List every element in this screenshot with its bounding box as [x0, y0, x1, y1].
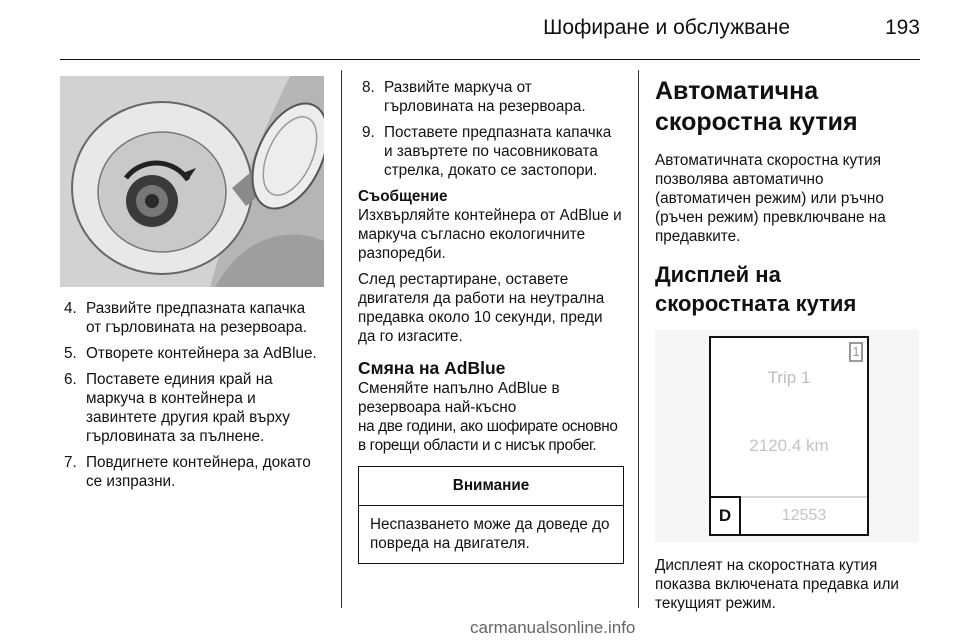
list-item — [358, 78, 624, 116]
change-paragraph-line1: Сменяйте напълно AdBlue в резервоара най-късно — [358, 380, 560, 416]
steps-list-1 — [60, 299, 324, 491]
section-title: Автоматична скоростна кутия — [655, 77, 858, 136]
step-number: 9. — [362, 124, 375, 141]
header-rule — [60, 59, 920, 60]
column-divider-left — [341, 70, 342, 608]
gear-indicator: D — [711, 496, 741, 534]
display-frame — [709, 336, 869, 536]
note-heading: Съобщение — [358, 188, 448, 205]
trip-value: 2120.4 km — [749, 436, 829, 455]
restart-paragraph: След рестартиране, оставете двигателя да работи на неутрална предавка около 10 секунди, преди да го изгасите. — [358, 271, 605, 345]
step-text: Развийте предпазната капачка от гърловината на резервоара. — [86, 300, 308, 336]
change-paragraph-line2: на две години, ако шофирате основно в горещи области и с нисък пробег. — [358, 418, 618, 454]
list-item — [358, 123, 624, 180]
warning-title: Внимание — [359, 467, 623, 506]
step-number: 8. — [362, 79, 375, 96]
trip-label: Trip 1 — [767, 368, 811, 387]
step-text: Развийте маркуча от гърловината на резервоара. — [384, 79, 586, 115]
list-item — [60, 453, 324, 491]
column-divider-right — [638, 70, 639, 608]
header-title: Шофиране и обслужване — [543, 16, 790, 39]
section-subheading: Смяна на AdBlue — [358, 358, 506, 378]
step-text: Повдигнете контейнера, докато се изпразни. — [86, 454, 311, 490]
fuel-filler-photo — [60, 76, 324, 287]
note-text: Изхвърляйте контейнера от AdBlue и маркуча съгласно екологичните разпоредби. — [358, 207, 622, 262]
step-number: 7. — [64, 454, 77, 471]
list-item — [60, 344, 324, 363]
page-number: 193 — [884, 16, 920, 39]
step-number: 4. — [64, 300, 77, 317]
step-text: Отворете контейнера за AdBlue. — [86, 345, 317, 362]
odometer-value: 12553 — [741, 496, 867, 534]
step-text: Поставете предпазната капачка и завъртете по часовниковата стрелка, докато се застопори. — [384, 124, 612, 179]
step-number: 5. — [64, 345, 77, 362]
manual-mode-icon: 1 — [849, 342, 863, 362]
column-1 — [60, 76, 324, 498]
step-number: 6. — [64, 371, 77, 388]
step-text: Поставете единия край на маркуча в контейнера и завинтете другия край върху гърловината за пълнене. — [86, 371, 290, 445]
section-subtitle: Дисплей на скоростната кутия — [655, 262, 857, 316]
intro-paragraph: Автоматичната скоростна кутия позволява автоматично (автоматичен режим) или ръчно (ръчен режим) превключване на предавките. — [655, 152, 886, 245]
transmission-display-figure — [655, 330, 919, 542]
list-item — [60, 299, 324, 337]
column-2 — [358, 78, 624, 564]
warning-box — [358, 466, 624, 564]
watermark: carmanualsonline.info — [470, 618, 636, 637]
steps-list-2 — [358, 78, 624, 180]
column-3 — [655, 76, 920, 613]
list-item — [60, 370, 324, 446]
warning-text: Неспазването може да доведе до повреда на двигателя. — [370, 516, 610, 552]
figure-caption: Дисплеят на скоростната кутия показва включената предавка или текущият режим. — [655, 557, 899, 612]
